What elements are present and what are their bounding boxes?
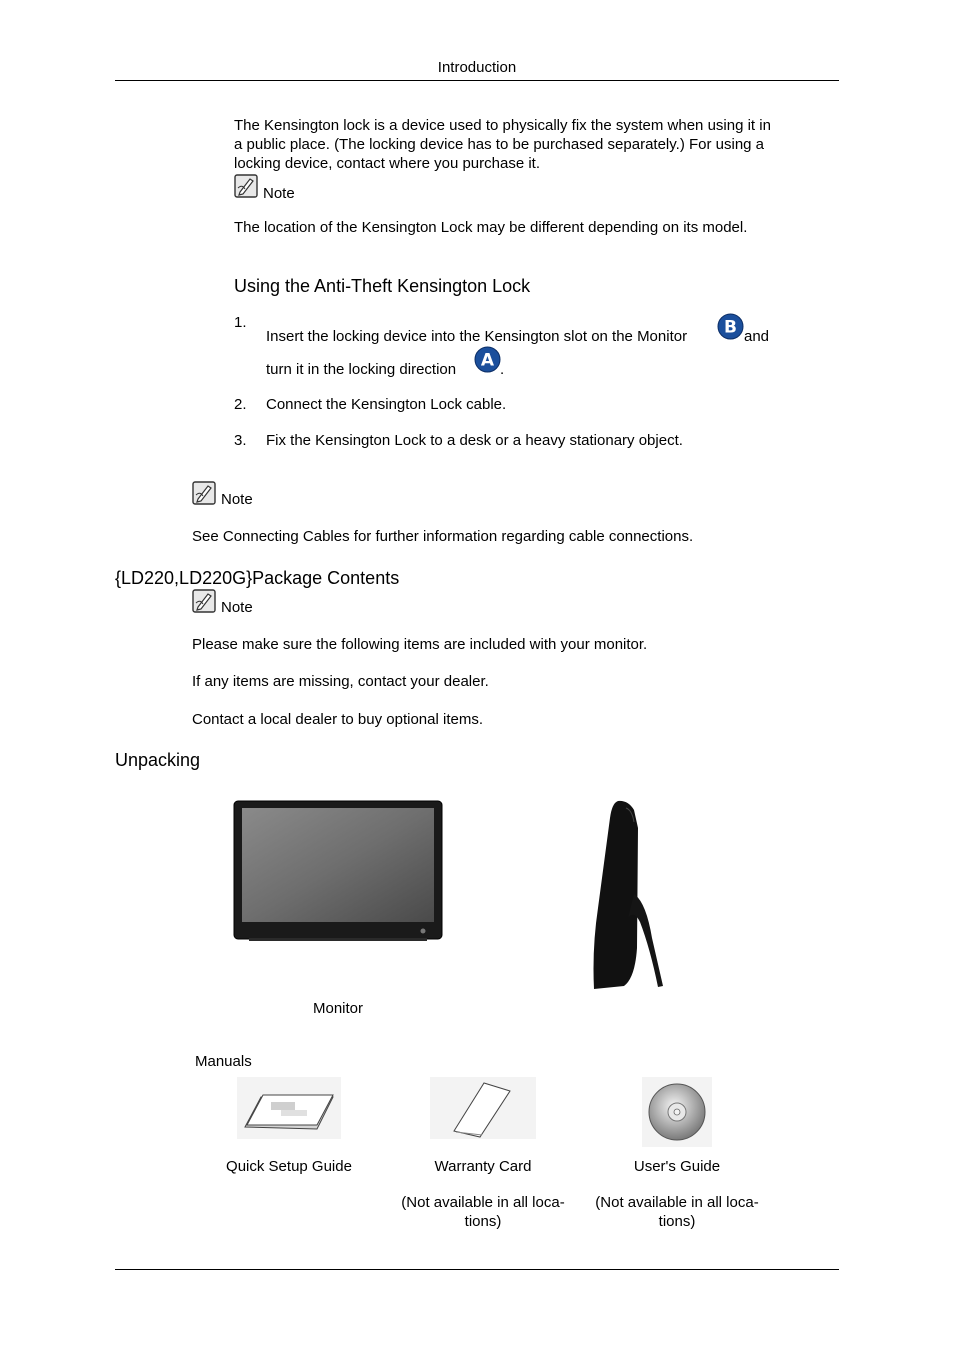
- package-line: If any items are missing, contact your dealer.: [192, 673, 489, 690]
- note-text: The location of the Kensington Lock may be different depending on its model.: [234, 219, 748, 236]
- manual-caption: User's Guide: [633, 1158, 721, 1175]
- svg-text:B: B: [724, 317, 737, 338]
- note-icon: [192, 589, 216, 613]
- step-2-text: Connect the Kensington Lock cable.: [266, 396, 507, 413]
- note-label: Note: [263, 185, 295, 202]
- note-icon: [234, 174, 258, 198]
- manual-caption: Warranty Card: [434, 1158, 532, 1175]
- monitor-side-image: [588, 798, 668, 992]
- svg-text:A: A: [480, 350, 495, 371]
- manuals-title: Manuals: [195, 1053, 252, 1070]
- step-1-text-b: and: [744, 328, 770, 345]
- step-1-text-c: turn it in the locking direction: [266, 361, 457, 378]
- section-title-using-lock: Using the Anti-Theft Kensington Lock: [234, 276, 531, 296]
- kensington-intro-text: The Kensington lock is a device used to physically fix the system when using it in a public place. (The locking device has to be purchased separately.) For using a locking device, contact where you purchase it.: [234, 117, 771, 172]
- quick-setup-guide-image: [237, 1077, 341, 1139]
- page-header-title: Introduction: [437, 59, 517, 76]
- step-3-text: Fix the Kensington Lock to a desk or a heavy stationary object.: [266, 432, 683, 449]
- badge-b-icon: [717, 313, 744, 340]
- note-text: See Connecting Cables for further information regarding cable connections.: [192, 528, 694, 545]
- manual-availability-note: tions): [464, 1213, 502, 1230]
- warranty-card-image: [430, 1077, 536, 1139]
- step-number: 3.: [234, 432, 247, 449]
- step-number: 1.: [234, 314, 247, 331]
- note-label: Note: [221, 599, 253, 616]
- manual-caption: Quick Setup Guide: [226, 1158, 352, 1175]
- footer-rule: [115, 1269, 839, 1270]
- package-line: Contact a local dealer to buy optional items.: [192, 711, 483, 728]
- section-title-unpacking: Unpacking: [115, 750, 201, 770]
- package-line: Please make sure the following items are included with your monitor.: [192, 636, 648, 653]
- step-number: 2.: [234, 396, 247, 413]
- manual-availability-note: (Not available in all loca-: [595, 1194, 759, 1211]
- manual-availability-note: (Not available in all loca-: [401, 1194, 565, 1211]
- section-title-package-contents: {LD220,LD220G}Package Contents: [115, 568, 400, 588]
- monitor-caption: Monitor: [312, 1000, 364, 1017]
- step-1-text-a: Insert the locking device into the Kensington slot on the Monitor: [266, 328, 688, 345]
- manual-availability-note: tions): [658, 1213, 696, 1230]
- monitor-front-image: [233, 800, 443, 942]
- header-rule: [115, 80, 839, 81]
- cd-image: [642, 1077, 712, 1147]
- note-icon: [192, 481, 216, 505]
- note-label: Note: [221, 491, 253, 508]
- badge-a-icon: [474, 346, 501, 373]
- step-1-text-d: .: [500, 361, 505, 378]
